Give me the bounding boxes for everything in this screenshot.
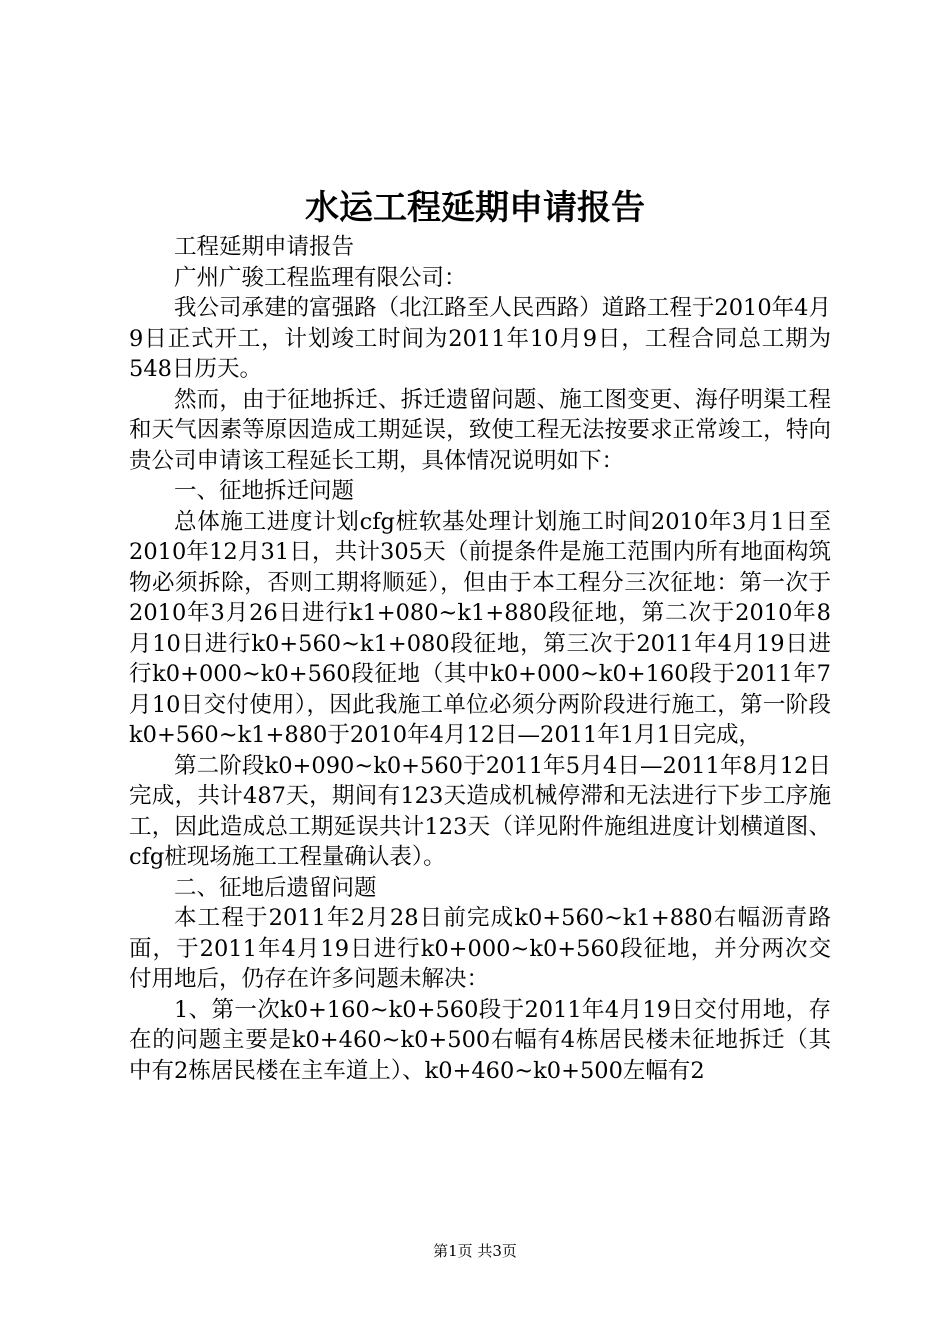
paragraph-section-2-item-1: 1、第一次k0+160~k0+560段于2011年4月19日交付用地，存在的问题主要是k0+460~k0+500右幅有4栋居民楼未征地拆迁（其中有2栋居民楼在主车道上）、k0+460~k0+500左幅有2 <box>129 996 831 1084</box>
section-heading-1: 一、征地拆迁问题 <box>174 478 355 504</box>
document-title: 水运工程延期申请报告 <box>305 188 645 228</box>
paragraph-section-1-a: 总体施工进度计划cfg桩软基处理计划施工时间2010年3月1日至2010年12月31日，共计305天（前提条件是施工范围内所有地面构筑物必须拆除，否则工期将顺延），但由于本工程分三次征地：第一次于2010年3月26日进行k1+080~k1+880段征地，第二次于2010年8月10日进行k0+560~k1+080段征地，第三次于2011年4月19日进行k0+000~k0+560段征地（其中k0+000~k0+160段于2011年7月10日交付使用），因此我施工单位必须分两阶段进行施工，第一阶段k0+560~k1+880于2010年4月12日—2011年1月1日完成， <box>129 508 831 748</box>
document-body <box>129 232 831 1086</box>
section-heading-2: 二、征地后遗留问题 <box>174 874 377 901</box>
paragraph-section-1-b: 第二阶段k0+090~k0+560于2011年5月4日—2011年8月12日完成，共计487天，期间有123天造成机械停滞和无法进行下步工序施工，因此造成总工期延误共计123天（详见附件施组进度计划横道图、cfg桩现场施工工程量确认表）。 <box>129 752 831 870</box>
paragraph-heading-repeat: 工程延期申请报告 <box>174 234 355 260</box>
paragraph-addressee: 广州广骏工程监理有限公司： <box>174 264 467 291</box>
paragraph-delay-reason: 然而，由于征地拆迁、拆迁遗留问题、施工图变更、海仔明渠工程和天气因素等原因造成工期延误，致使工程无法按要求正常竣工，特向贵公司申请该工程延长工期，具体情况说明如下： <box>129 386 831 474</box>
paragraph-section-2-a: 本工程于2011年2月28日前完成k0+560~k1+880右幅沥青路面，于2011年4月19日进行k0+000~k0+560段征地，并分两次交付用地后，仍存在许多问题未解决： <box>129 905 831 992</box>
page-footer: 第1页 共3页 <box>433 1242 517 1260</box>
paragraph-project-intro: 我公司承建的富强路（北江路至人民西路）道路工程于2010年4月9日正式开工，计划竣工时间为2011年10月9日，工程合同总工期为548日历天。 <box>129 295 831 382</box>
